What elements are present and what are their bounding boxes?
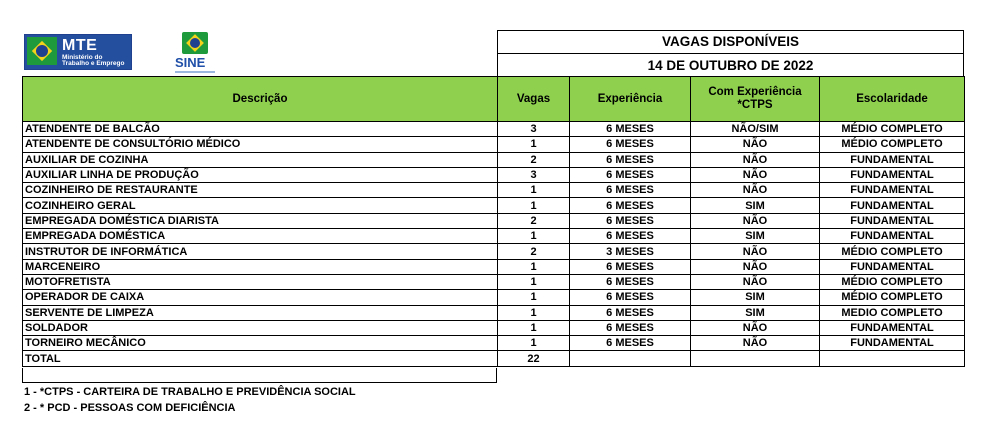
cell-vagas: 3 [498, 122, 570, 137]
cell-vagas: 1 [498, 259, 570, 274]
footnote-2: 2 - * PCD - PESSOAS COM DEFICIÊNCIA [24, 401, 236, 414]
table-row [23, 152, 965, 167]
cell-descricao: MOTOFRETISTA [23, 274, 498, 289]
total-empty-1 [570, 351, 691, 366]
table-row [23, 229, 965, 244]
cell-descricao: SOLDADOR [23, 320, 498, 335]
page-title: VAGAS DISPONÍVEIS [498, 31, 963, 54]
cell-escolaridade: MEDIO COMPLETO [820, 305, 965, 320]
cell-descricao: MARCENEIRO [23, 259, 498, 274]
table-row [23, 305, 965, 320]
jobs-table [22, 76, 965, 367]
cell-ctps: NÃO [691, 152, 820, 167]
cell-ctps: SIM [691, 198, 820, 213]
cell-experiencia: 6 MESES [570, 259, 691, 274]
cell-experiencia: 6 MESES [570, 152, 691, 167]
col-header-descricao: Descrição [23, 77, 498, 122]
cell-descricao: EMPREGADA DOMÉSTICA [23, 229, 498, 244]
table-row [23, 137, 965, 152]
cell-vagas: 1 [498, 290, 570, 305]
cell-escolaridade: FUNDAMENTAL [820, 320, 965, 335]
col-header-ctps-line1: Com Experiência [708, 86, 802, 98]
cell-vagas: 1 [498, 336, 570, 351]
cell-vagas: 1 [498, 274, 570, 289]
cell-experiencia: 6 MESES [570, 274, 691, 289]
table-row [23, 122, 965, 137]
cell-vagas: 2 [498, 213, 570, 228]
sine-logo-label: SINE [175, 55, 206, 70]
cell-vagas: 1 [498, 183, 570, 198]
cell-ctps: NÃO [691, 213, 820, 228]
col-header-escolaridade: Escolaridade [820, 77, 965, 122]
cell-ctps: NÃO [691, 259, 820, 274]
table-header-row [23, 77, 965, 122]
cell-ctps: SIM [691, 290, 820, 305]
cell-descricao: AUXILIAR DE COZINHA [23, 152, 498, 167]
cell-descricao: AUXILIAR LINHA DE PRODUÇÃO [23, 167, 498, 182]
table-row [23, 290, 965, 305]
cell-escolaridade: MÉDIO COMPLETO [820, 244, 965, 259]
cell-escolaridade: FUNDAMENTAL [820, 336, 965, 351]
cell-escolaridade: FUNDAMENTAL [820, 229, 965, 244]
mte-logo [24, 34, 132, 70]
table-row [23, 320, 965, 335]
table-row [23, 183, 965, 198]
cell-vagas: 1 [498, 320, 570, 335]
total-row [23, 351, 965, 366]
cell-vagas: 1 [498, 137, 570, 152]
sine-logo [172, 30, 218, 76]
cell-ctps: SIM [691, 305, 820, 320]
cell-escolaridade: MÉDIO COMPLETO [820, 290, 965, 305]
cell-experiencia: 6 MESES [570, 290, 691, 305]
cell-experiencia: 6 MESES [570, 336, 691, 351]
cell-ctps: NÃO [691, 320, 820, 335]
col-header-vagas: Vagas [498, 77, 570, 122]
cell-vagas: 2 [498, 244, 570, 259]
cell-experiencia: 6 MESES [570, 122, 691, 137]
cell-vagas: 1 [498, 229, 570, 244]
cell-experiencia: 6 MESES [570, 229, 691, 244]
brazil-flag-icon [27, 37, 57, 65]
cell-ctps: NÃO [691, 274, 820, 289]
cell-vagas: 2 [498, 152, 570, 167]
cell-escolaridade: FUNDAMENTAL [820, 167, 965, 182]
cell-escolaridade: MÉDIO COMPLETO [820, 137, 965, 152]
cell-ctps: NÃO [691, 183, 820, 198]
table-row [23, 336, 965, 351]
cell-escolaridade: MÉDIO COMPLETO [820, 274, 965, 289]
cell-experiencia: 6 MESES [570, 305, 691, 320]
cell-escolaridade: FUNDAMENTAL [820, 259, 965, 274]
table-row [23, 274, 965, 289]
table-row [23, 198, 965, 213]
footnote-1: 1 - *CTPS - CARTEIRA DE TRABALHO E PREVIDÊNCIA SOCIAL [24, 386, 356, 398]
cell-escolaridade: FUNDAMENTAL [820, 213, 965, 228]
col-header-experiencia: Experiência [570, 77, 691, 122]
table-row [23, 244, 965, 259]
mte-logo-subtitle-1: Ministério do [62, 54, 103, 61]
cell-experiencia: 6 MESES [570, 183, 691, 198]
cell-descricao: INSTRUTOR DE INFORMÁTICA [23, 244, 498, 259]
total-label: TOTAL [23, 351, 498, 366]
footnotes [24, 385, 356, 416]
cell-ctps: NÃO [691, 244, 820, 259]
cell-escolaridade: FUNDAMENTAL [820, 152, 965, 167]
cell-experiencia: 6 MESES [570, 198, 691, 213]
title-box [497, 30, 964, 76]
brazil-flag-icon [182, 32, 208, 54]
col-header-ctps-line2: *CTPS [737, 99, 773, 111]
cell-experiencia: 3 MESES [570, 244, 691, 259]
page-date: 14 DE OUTUBRO DE 2022 [647, 58, 814, 73]
cell-ctps: NÃO/SIM [691, 122, 820, 137]
cell-descricao: OPERADOR DE CAIXA [23, 290, 498, 305]
cell-descricao: EMPREGADA DOMÉSTICA DIARISTA [23, 213, 498, 228]
cell-escolaridade: FUNDAMENTAL [820, 198, 965, 213]
cell-descricao: COZINHEIRO DE RESTAURANTE [23, 183, 498, 198]
cell-experiencia: 6 MESES [570, 167, 691, 182]
cell-experiencia: 6 MESES [570, 320, 691, 335]
col-header-com-experiencia-ctps [691, 77, 820, 122]
table-row [23, 213, 965, 228]
cell-descricao: SERVENTE DE LIMPEZA [23, 305, 498, 320]
logo-area [22, 30, 497, 76]
cell-ctps: NÃO [691, 336, 820, 351]
cell-vagas: 3 [498, 167, 570, 182]
cell-experiencia: 6 MESES [570, 213, 691, 228]
total-empty-2 [691, 351, 820, 366]
mte-logo-subtitle-2: Trabalho e Emprego [62, 60, 125, 67]
cell-vagas: 1 [498, 305, 570, 320]
mte-logo-title: MTE [62, 37, 98, 54]
cell-ctps: NÃO [691, 167, 820, 182]
cell-escolaridade: MÉDIO COMPLETO [820, 122, 965, 137]
cell-descricao: ATENDENTE DE BALCÃO [23, 122, 498, 137]
cell-descricao: COZINHEIRO GERAL [23, 198, 498, 213]
table-row [23, 259, 965, 274]
blank-row-cell [22, 368, 497, 383]
table-row [23, 167, 965, 182]
cell-descricao: ATENDENTE DE CONSULTÓRIO MÉDICO [23, 137, 498, 152]
cell-experiencia: 6 MESES [570, 137, 691, 152]
cell-escolaridade: FUNDAMENTAL [820, 183, 965, 198]
cell-descricao: TORNEIRO MECÂNICO [23, 336, 498, 351]
cell-vagas: 1 [498, 198, 570, 213]
total-empty-3 [820, 351, 965, 366]
total-value: 22 [498, 351, 570, 366]
cell-ctps: NÃO [691, 137, 820, 152]
cell-ctps: SIM [691, 229, 820, 244]
